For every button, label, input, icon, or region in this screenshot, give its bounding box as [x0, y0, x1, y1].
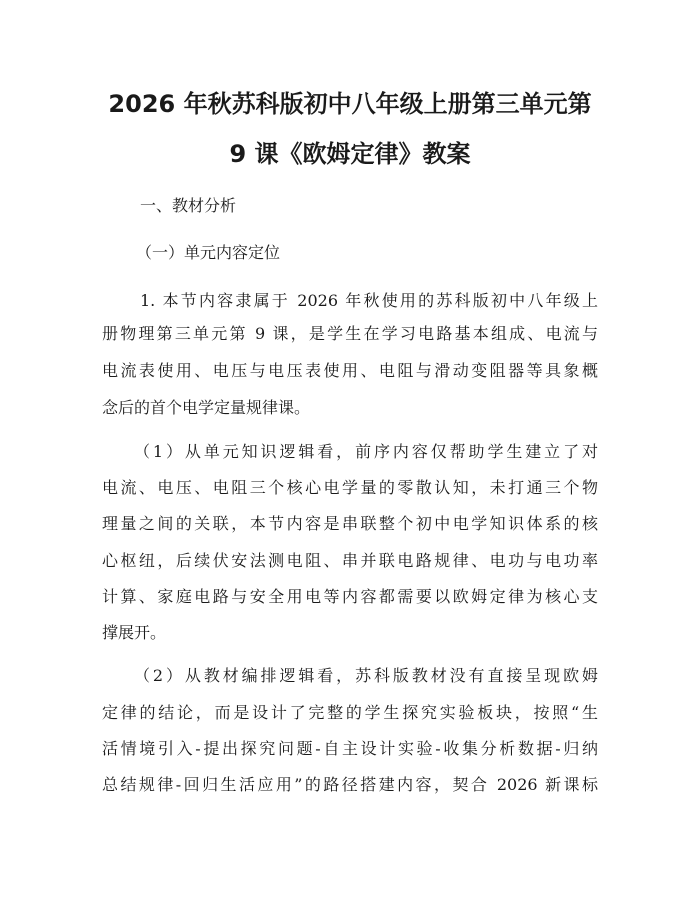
subsection-heading: （一）单元内容定位 [136, 243, 281, 262]
paragraph-2-line-3: 理量之间的关联，本节内容是串联整个初中电学知识体系的核 [102, 514, 598, 533]
paragraph-3-line-4: 总结规律-回归生活应用”的路径搭建内容，契合 2026 新课标 [102, 775, 598, 794]
document-title-line-2: 9 课《欧姆定律》教案 [229, 140, 471, 168]
paragraph-2-line-1: （1）从单元知识逻辑看，前序内容仅帮助学生建立了对 [134, 442, 598, 461]
document-title-line-1: 2026 年秋苏科版初中八年级上册第三单元第 [108, 90, 592, 118]
paragraph-2-line-2: 电流、电压、电阻三个核心电学量的零散认知，未打通三个物 [102, 478, 598, 497]
paragraph-1-line-3: 电流表使用、电压与电压表使用、电阻与滑动变阻器等具象概 [102, 361, 598, 380]
paragraph-1-line-1: 1. 本节内容隶属于 2026 年秋使用的苏科版初中八年级上 [140, 291, 598, 310]
paragraph-1-line-4: 念后的首个电学定量规律课。 [102, 398, 311, 417]
paragraph-1-line-2: 册物理第三单元第 9 课，是学生在学习电路基本组成、电流与 [102, 324, 598, 343]
paragraph-2-line-4: 心枢纽，后续伏安法测电阻、串并联电路规律、电功与电功率 [102, 551, 598, 570]
paragraph-3-line-2: 定律的结论，而是设计了完整的学生探究实验板块，按照“生 [102, 703, 598, 722]
paragraph-3-line-1: （2）从教材编排逻辑看，苏科版教材没有直接呈现欧姆 [134, 666, 598, 685]
paragraph-3-line-3: 活情境引入-提出探究问题-自主设计实验-收集分析数据-归纳 [102, 739, 598, 758]
paragraph-2-line-5: 计算、家庭电路与安全用电等内容都需要以欧姆定律为核心支 [102, 587, 598, 606]
section-heading: 一、教材分析 [140, 196, 237, 215]
paragraph-2-line-6: 撑展开。 [102, 623, 167, 642]
